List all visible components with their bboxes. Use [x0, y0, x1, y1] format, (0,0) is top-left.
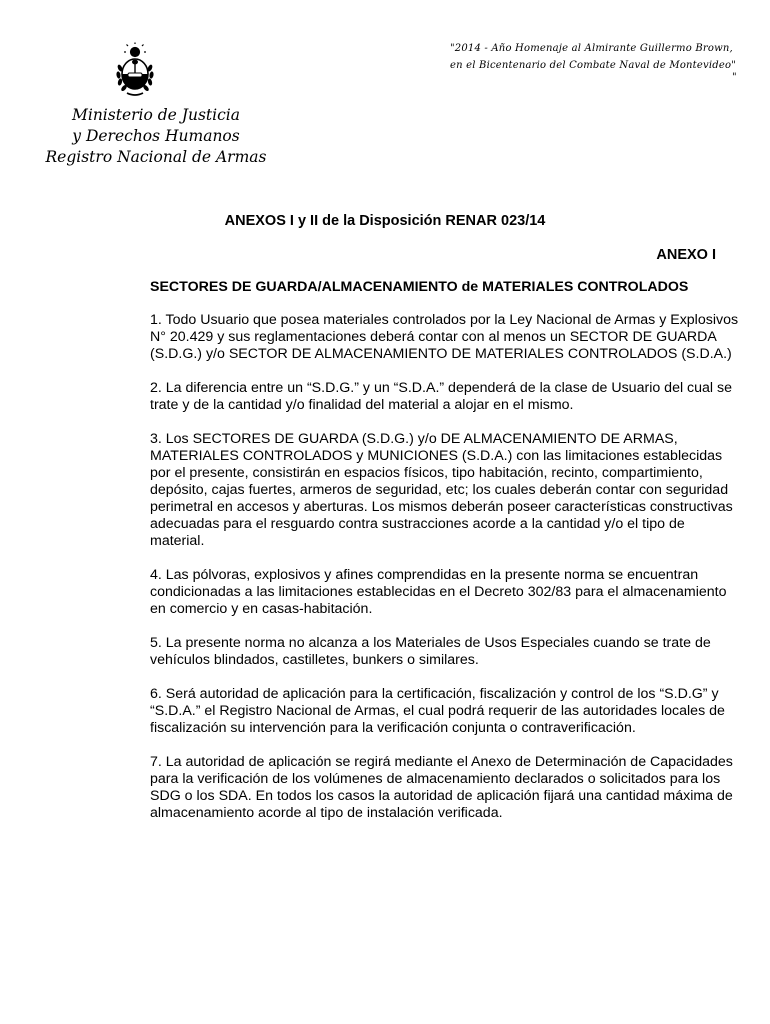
document-title: ANEXOS I y II de la Disposición RENAR 023/14	[224, 213, 546, 229]
motto-line-1: "2014 - Año Homenaje al Almirante Guillermo Brown,	[450, 43, 733, 54]
paragraph-4: 4. Las pólvoras, explosivos y afines comprendidas en la presente norma se encuentran condicionadas a las limitaciones establecidas en el Decreto 302/83 para el almacenamiento en comercio y en casas-habitación.	[150, 567, 727, 617]
ministry-letterhead	[36, 105, 276, 168]
paragraph-3: 3. Los SECTORES DE GUARDA (S.D.G.) y/o DE ALMACENAMIENTO DE ARMAS, MATERIALES CONTROLADOS y MUNICIONES (S.D.A.) con las limitaciones establecidas por el presente, consistirán en espacios físicos, tipo habitación, recinto, compartimiento, depósito, cajas fuertes, armeros de seguridad, etc; los cuales deberán contar con seguridad perimetral en accesos y aberturas. Los mismos deberán poseer características constructivas adecuadas para el resguardo contra sustracciones acorde a la cantidad y/o el tipo de material.	[150, 431, 733, 549]
section-heading: SECTORES DE GUARDA/ALMACENAMIENTO de MATERIALES CONTROLADOS	[150, 279, 689, 295]
header-motto	[450, 40, 750, 74]
paragraph-1: 1. Todo Usuario que posea materiales controlados por la Ley Nacional de Armas y Explosivos N° 20.429 y sus reglamentaciones deberá contar con al menos un SECTOR DE GUARDA (S.D.G.) y/o SECTOR DE ALMACENAMIENTO DE MATERIALES CONTROLADOS (S.D.A.)	[150, 312, 739, 362]
annex-label: ANEXO I	[656, 247, 716, 263]
document-body	[150, 279, 740, 839]
paragraph-7: 7. La autoridad de aplicación se regirá mediante el Anexo de Determinación de Capacidades para la verificación de los volúmenes de almacenamiento declarados o solicitados para los SDG o los SDA. En todos los casos la autoridad de aplicación fijará una cantidad máxima de almacenamiento acorde al tipo de instalación verificada.	[150, 754, 733, 821]
motto-closing-quote: "	[732, 72, 737, 83]
motto-line-2: en el Bicentenario del Combate Naval de Montevideo"	[450, 60, 737, 71]
ministry-name: Ministerio de Justicia	[72, 106, 240, 124]
paragraph-6: 6. Será autoridad de aplicación para la certificación, fiscalización y control de los “S.D.G” y “S.D.A.” el Registro Nacional de Armas, el cual podrá requerir de las autoridades locales de fiscalización su intervención para la verificación conjunta o contraverificación.	[150, 686, 725, 736]
paragraph-2: 2. La diferencia entre un “S.D.G.” y un “S.D.A.” dependerá de la clase de Usuario del cual se trate y de la cantidad y/o finalidad del material a alojar en el mismo.	[150, 380, 732, 413]
ministry-subname: y Derechos Humanos	[72, 127, 240, 145]
registry-name: Registro Nacional de Armas	[45, 148, 267, 166]
national-coat-of-arms-icon	[112, 42, 158, 98]
paragraph-5: 5. La presente norma no alcanza a los Materiales de Usos Especiales cuando se trate de vehículos blindados, castilletes, bunkers o similares.	[150, 635, 711, 668]
